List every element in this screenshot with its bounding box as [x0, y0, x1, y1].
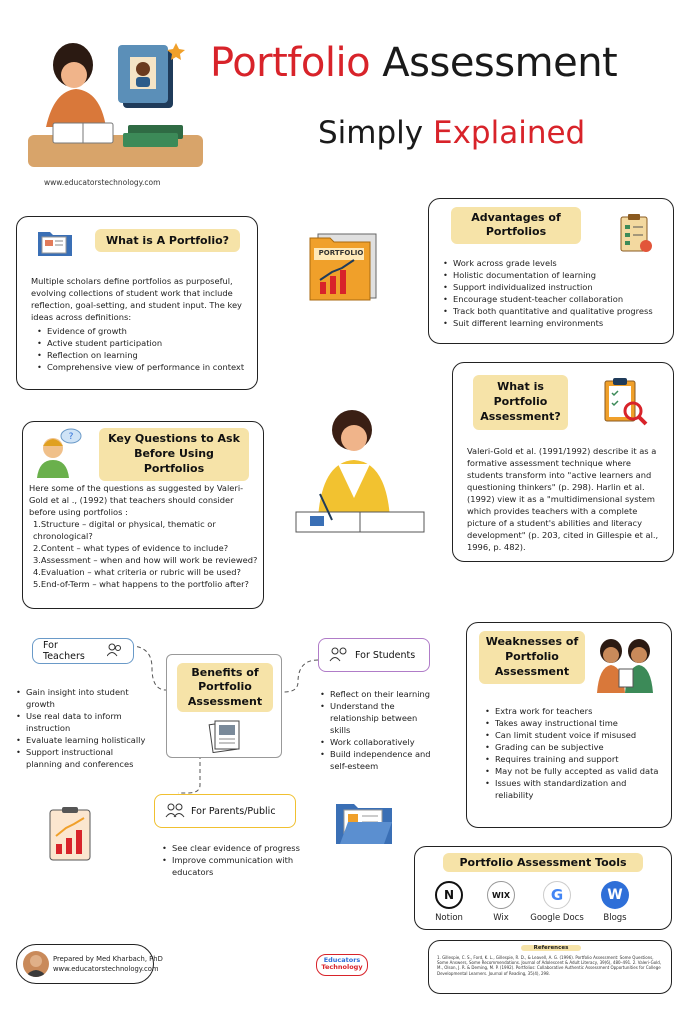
what-is-assessment-heading: What is Portfolio Assessment? — [473, 375, 568, 430]
wix-logo-icon: WIX — [487, 881, 515, 909]
header-website[interactable]: www.educatorstechnology.com — [44, 178, 161, 187]
author-card — [16, 944, 163, 984]
for-students-label — [318, 638, 430, 672]
tool-wix[interactable] — [471, 881, 531, 923]
list-item: • Use real data to inform instruction — [16, 710, 146, 734]
list-item: • Active student participation — [37, 337, 247, 349]
google-logo-icon: G — [543, 881, 571, 909]
advantages-list — [443, 257, 671, 329]
open-folder-icon — [334, 800, 394, 850]
list-item: • Encourage student-teacher collaboration — [443, 293, 671, 305]
list-item: 1.Structure – digital or physical, thematic or chronological? — [33, 519, 216, 542]
list-item: • Suit different learning environments — [443, 317, 671, 329]
tool-blogs[interactable] — [585, 881, 645, 923]
list-item: • Work across grade levels — [443, 257, 671, 269]
for-teachers-label — [32, 638, 134, 664]
svg-text:?: ? — [68, 432, 74, 442]
teacher-desk-illustration — [28, 35, 203, 175]
advantages-heading: Advantages of Portfolios — [451, 207, 581, 244]
notion-logo-icon: N — [435, 881, 463, 909]
tool-notion[interactable] — [419, 881, 479, 923]
what-is-portfolio-card — [16, 216, 258, 390]
what-is-portfolio-heading: What is A Portfolio? — [95, 229, 240, 252]
page-title — [210, 40, 670, 86]
what-is-assessment-card — [452, 362, 674, 562]
list-item: 3.Assessment – when and how will work be reviewed? — [33, 555, 258, 566]
key-questions-intro: Here some of the questions as suggested by Valeri-Gold et al ., (1992) that teachers should consider before using portfolios : — [29, 483, 244, 518]
clipboard-magnifier-icon — [601, 377, 649, 431]
list-item: • See clear evidence of progress — [162, 842, 312, 854]
for-students-text: For Students — [355, 649, 416, 661]
list-item: • Requires training and support — [485, 753, 665, 765]
list-item: • Work collaboratively — [320, 736, 438, 748]
logo-line1: Educators — [323, 956, 361, 964]
benefits-heading: Benefits of Portfolio Assessment — [177, 663, 273, 712]
list-item: • Can limit student voice if misused — [485, 729, 665, 741]
title-word-assessment: Assessment — [382, 40, 618, 86]
tools-heading: Portfolio Assessment Tools — [443, 853, 643, 872]
growth-chart-clipboard-icon — [46, 806, 96, 866]
tool-label: Blogs — [603, 913, 627, 923]
references-card — [428, 940, 672, 994]
documents-stack-icon — [207, 717, 243, 757]
parents-group-icon — [165, 802, 185, 821]
for-parents-label — [154, 794, 296, 828]
list-item: • Evaluate learning holistically — [16, 734, 146, 746]
student-thinking-icon — [35, 426, 83, 482]
what-is-portfolio-intro: Multiple scholars define portfolios as purposeful, evolving collections of student work that include reflection, goal-setting, and student input. The key ideas across definitions: — [31, 276, 242, 323]
what-is-portfolio-list — [37, 325, 247, 373]
page-subtitle — [318, 115, 585, 151]
for-parents-text: For Parents/Public — [191, 805, 276, 817]
list-item: • Build independence and self-esteem — [320, 748, 438, 772]
for-teachers-text: For Teachers — [43, 640, 85, 662]
tool-label: Wix — [493, 913, 509, 923]
portfolio-folder-icon — [37, 227, 73, 261]
subtitle-word-simply: Simply — [318, 115, 424, 151]
prepared-by: Prepared by Med Kharbach, PhD — [53, 955, 163, 963]
key-questions-heading: Key Questions to Ask Before Using Portfolios — [99, 428, 249, 481]
teachers-group-icon — [107, 643, 123, 660]
list-item: • Track both quantitative and qualitative progress — [443, 305, 671, 317]
footer-website[interactable]: www.educatorstechnology.com — [53, 965, 159, 973]
list-item: • Gain insight into student growth — [16, 686, 146, 710]
tool-google-docs[interactable] — [527, 881, 587, 923]
woman-writing-illustration — [292, 408, 432, 538]
list-item: 4.Evaluation – what criteria or rubric will be used? — [33, 567, 241, 578]
list-item: • Issues with standardization and reliability — [485, 777, 665, 801]
teachers-benefits-list — [16, 686, 146, 770]
checklist-icon — [619, 213, 653, 257]
students-benefits-list — [320, 688, 438, 772]
weaknesses-list — [485, 705, 665, 801]
list-item: • Holistic documentation of learning — [443, 269, 671, 281]
benefits-card — [166, 654, 282, 758]
folder-label: PORTFOLIO — [318, 249, 364, 257]
title-word-portfolio: Portfolio — [210, 40, 371, 86]
wordpress-logo-icon: W — [601, 881, 629, 909]
references-heading: References — [521, 945, 581, 951]
list-item: • Takes away instructional time — [485, 717, 665, 729]
tool-label: Google Docs — [530, 913, 584, 923]
list-item: • Grading can be subjective — [485, 741, 665, 753]
list-item: • Reflect on their learning — [320, 688, 438, 700]
key-questions-list — [33, 518, 261, 590]
portfolio-chart-folder-illustration — [308, 230, 383, 302]
list-item: • Comprehensive view of performance in context — [37, 361, 247, 373]
educators-technology-logo — [316, 954, 368, 976]
logo-line2: Technology — [321, 963, 363, 972]
key-questions-card — [22, 421, 264, 609]
author-avatar — [23, 951, 49, 977]
students-group-icon — [329, 646, 349, 665]
subtitle-word-explained: Explained — [432, 115, 586, 151]
parents-benefits-list — [162, 842, 312, 878]
references-text: 1. Gillespie, C. S., Ford, K. L., Gillespie, R. D., & Leavell, A. G. (1996). Portfolio Assessment: Some Questions, Some Answers, Some Recommendations. Journal of Adolescent & Adult Literacy, 39(6), 480–491. 2. Valeri-Gold, M., Olson, J. R. & Deming, M. P. (1992). Portfolios: Collaborative Authentic Assessment Opportunities for College Developmental Learners. Journal of Reading, 35(4), 298. — [437, 955, 662, 976]
list-item: • Understand the relationship between skills — [320, 700, 438, 736]
list-item: 2.Content – what types of evidence to include? — [33, 543, 229, 554]
list-item: • May not be fully accepted as valid data — [485, 765, 665, 777]
list-item: • Improve communication with educators — [162, 854, 312, 878]
list-item: • Extra work for teachers — [485, 705, 665, 717]
weaknesses-card — [466, 622, 672, 828]
weaknesses-heading: Weaknesses of Portfolio Assessment — [479, 631, 585, 684]
list-item: • Reflection on learning — [37, 349, 247, 361]
tools-card — [414, 846, 672, 930]
list-item: • Evidence of growth — [37, 325, 247, 337]
advantages-card — [428, 198, 674, 344]
list-item: 5.End-of-Term – what happens to the portfolio after? — [33, 579, 249, 590]
list-item: • Support instructional planning and conferences — [16, 746, 146, 770]
two-people-illustration — [593, 635, 657, 699]
list-item: • Support individualized instruction — [443, 281, 671, 293]
tool-label: Notion — [435, 913, 463, 923]
what-is-assessment-body: Valeri-Gold et al. (1991/1992) describe it as a formative assessment technique where students transform into "active learners and questioning thinkers" (p. 298). Harlin et al. (1992) view it as a "multidimensional system which provides teachers with a complete picture of a student's abilities and literacy development" (p. 203, cited in Gillespie et al., 1996, p. 482). — [467, 446, 659, 553]
